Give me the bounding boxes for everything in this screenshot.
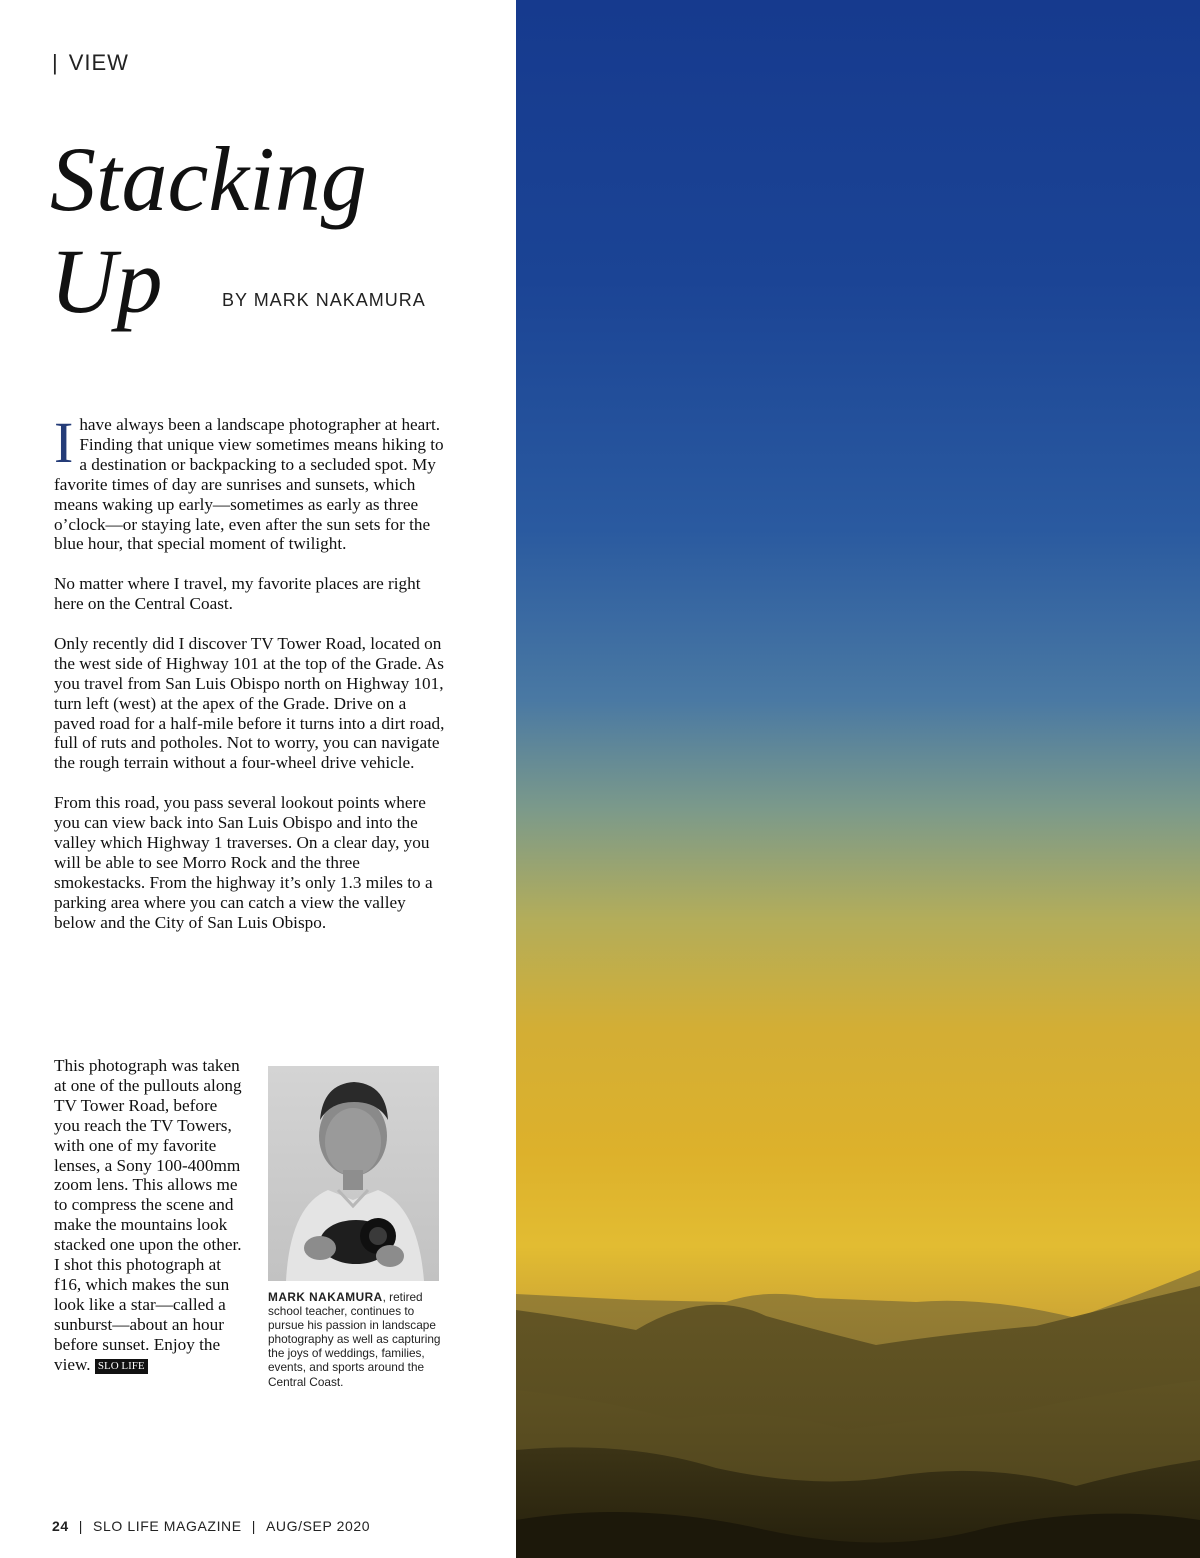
article-body: [54, 410, 446, 952]
page-number: 24: [52, 1518, 69, 1534]
paragraph-4: From this road, you pass several lookout points where you can view back into San Luis Obispo and into the valley which Highway 1 traverses. On a clear day, you will be able to see Morro Rock and the three smokestacks. From the highway it’s only 1.3 miles to a parking area where you can catch a view the valley below and the City of San Luis Obispo.: [54, 793, 433, 932]
sunset-mountains-photo: [516, 0, 1200, 1558]
article-title-line-2: Up: [50, 230, 163, 332]
author-portrait: [268, 1066, 439, 1281]
author-bio: , retired school teacher, continues to pursue his passion in landscape photography as well as capturing the joys of weddings, families, events, and sports around the Central Coast.: [268, 1290, 441, 1389]
author-portrait-illustration: [268, 1066, 439, 1281]
photo-notes: [54, 1056, 246, 1375]
photo-notes-paragraph: [54, 1056, 246, 1375]
footer-divider: |: [78, 1518, 84, 1534]
paragraph-1-text: have always been a landscape photographer at heart. Finding that unique view sometimes means hiking to a destination or backpacking to a secluded spot. My favorite times of day are sunrises and sunsets, which means waking up early—sometimes as early as three o’clock—or staying late, even after the sun sets for the blue hour, that special moment of twilight.: [54, 415, 444, 554]
paragraph-1: [54, 410, 446, 554]
author-name: MARK NAKAMURA: [268, 1290, 383, 1304]
drop-cap: I: [54, 410, 74, 475]
section-label-text: VIEW: [68, 50, 129, 75]
mountain-silhouettes: [516, 0, 1200, 1558]
article-column: [0, 0, 516, 1558]
footer-divider: |: [251, 1518, 256, 1534]
paragraph-2: No matter where I travel, my favorite places are right here on the Central Coast.: [54, 574, 421, 614]
magazine-name: SLO LIFE MAGAZINE: [93, 1518, 242, 1534]
section-divider: |: [52, 50, 59, 75]
photo-notes-text: This photograph was taken at one of the pullouts along TV Tower Road, before you reach the TV Towers, with one of my favorite lenses, a Sony 100-400mm zoom lens. This allows me to compress the scene and make the mountains look stacked one upon the other. I shot this photograph at f16, which makes the sun look like a star—called a sunburst—about an hour before sunset. Enjoy the view.: [54, 1056, 242, 1374]
section-label: [52, 50, 129, 76]
issue-date: AUG/SEP 2020: [265, 1518, 371, 1534]
article-title-line-1: Stacking: [50, 128, 367, 230]
author-caption: [268, 1290, 443, 1389]
byline: BY MARK NAKAMURA: [222, 290, 426, 310]
page-footer: [52, 1518, 370, 1534]
paragraph-3: Only recently did I discover TV Tower Road, located on the west side of Highway 101 at the top of the Grade. As you travel from San Luis Obispo north on Highway 101, turn left (west) at the apex of the Grade. Drive on a paved road for a half-mile before it turns into a dirt road, full of ruts and potholes. Not to worry, you can navigate the rough terrain without a four-wheel drive vehicle.: [54, 633, 445, 773]
end-mark-badge: SLO LIFE: [95, 1359, 148, 1374]
